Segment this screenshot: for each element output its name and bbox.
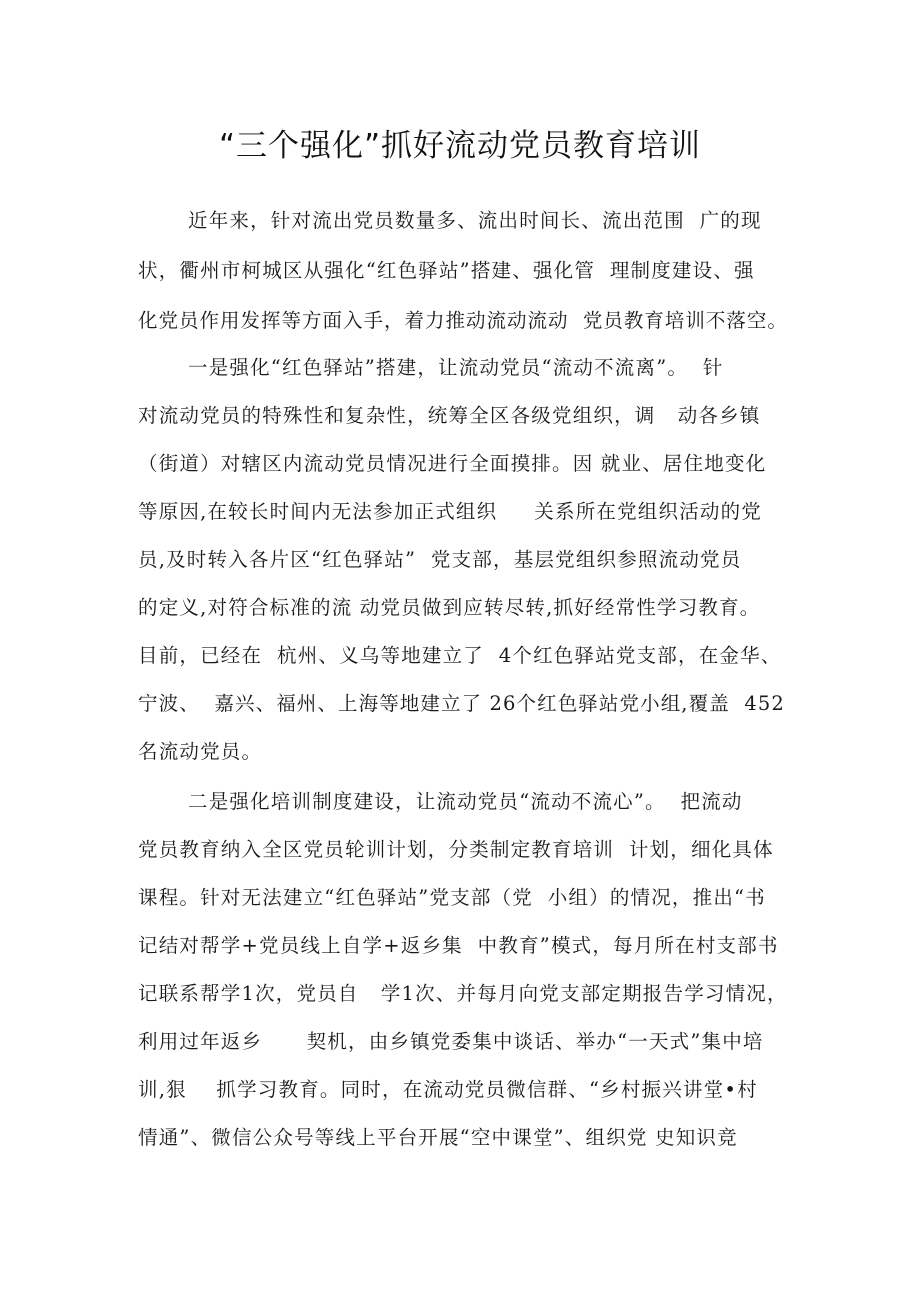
paragraph-3-line-1: 二是强化培训制度建设，让流动党员“流动不流心”。 把流动: [188, 790, 743, 813]
paragraph-2-line-3: （街道）对辖区内流动党员情况进行全面摸排。因 就业、居住地变化: [138, 452, 767, 475]
paragraph-2-line-7: 目前，已经在 杭州、义乌等地建立了 4个红色驿站党支部，在金华、: [138, 644, 782, 667]
paragraph-2-line-6: 的定义,对符合标准的流 动党员做到应转尽转,抓好经常性学习教育。: [138, 596, 761, 619]
paragraph-3-line-5: 记联系帮学1次，党员自 学1次、并每月向党支部定期报告学习情况，: [138, 982, 788, 1005]
paragraph-1-line-3: 化党员作用发挥等方面入手，着力推动流动流动 党员教育培训不落空。: [138, 309, 788, 332]
paragraph-2-line-1: 一是强化“红色驿站”搭建，让流动党员“流动不流离”。 针: [188, 356, 724, 379]
paragraph-2-line-2: 对流动党员的特殊性和复杂性，统筹全区各级党组织，调 动各乡镇: [138, 404, 761, 427]
paragraph-3-line-6: 利用过年返乡 契机，由乡镇党委集中谈话、举办“一天式”集中培: [138, 1030, 764, 1053]
document-title: “三个强化”抓好流动党员教育培训: [218, 128, 702, 164]
paragraph-3-line-8: 情通”、微信公众号等线上平台开展“空中课堂”、组织党 史知识竞: [138, 1126, 738, 1149]
paragraph-2-line-4: 等原因,在较长时间内无法参加正式组织 关系所在党组织活动的党: [138, 500, 762, 523]
paragraph-1-line-2: 状，衢州市柯城区从强化“红色驿站”搭建、强化管 理制度建设、强: [138, 259, 755, 282]
paragraph-3-line-2: 党员教育纳入全区党员轮训计划，分类制定教育培训 计划，细化具体: [138, 838, 774, 861]
paragraph-2-line-5: 员,及时转入各片区“红色驿站” 党支部，基层党组织参照流动党员: [138, 548, 742, 571]
paragraph-2-line-9: 名流动党员。: [138, 740, 263, 763]
paragraph-2-line-8: 宁波、 嘉兴、福州、上海等地建立了 26个红色驿站党小组,覆盖 452: [138, 692, 785, 715]
paragraph-3-line-3: 课程。针对无法建立“红色驿站”党支部（党 小组）的情况，推出“书: [138, 886, 766, 909]
paragraph-3-line-4: 记结对帮学+党员线上自学+返乡集 中教育”模式，每月所在村支部书: [138, 934, 779, 957]
paragraph-1-line-1: 近年来，针对流出党员数量多、流出时间长、流出范围 广的现: [188, 209, 762, 232]
paragraph-3-line-7: 训,狠 抓学习教育。同时，在流动党员微信群、“乡村振兴讲堂•村: [138, 1078, 758, 1101]
